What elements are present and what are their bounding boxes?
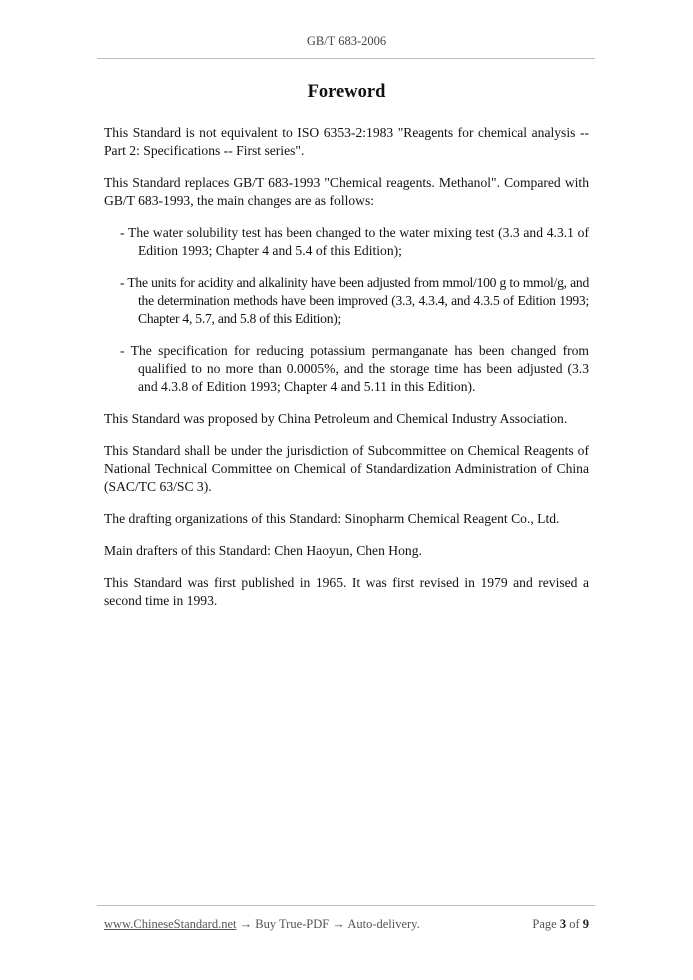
arrow-right-icon: → xyxy=(332,917,345,931)
page-total: 9 xyxy=(582,917,589,931)
page-number: 3 xyxy=(559,917,567,931)
page-indicator xyxy=(532,917,589,932)
paragraph-equivalence: This Standard is not equivalent to ISO 6353-2:1983 "Reagents for chemical analysis -- Part 2: Specifications -- First series". xyxy=(104,125,589,158)
change-item-acidity-alkalinity: - The units for acidity and alkalinity have been adjusted from mmol/100 g to mmol/g, and the determination methods have been improved (3.3, 4.3.4, and 4.3.5 of Edition 1993; Chapter 4, 5.7, and 5.8 of this Edition); xyxy=(120,275,589,326)
website-link[interactable]: www.ChineseStandard.net xyxy=(104,917,237,931)
change-item-permanganate: - The specification for reducing potassium permanganate has been changed from qualified to no more than 0.0005%, and the storage time has been adjusted (3.3 and 4.3.8 of Edition 1993; Chapter 4 and 5.11 in this Edition). xyxy=(120,343,589,394)
paragraph-publication-history: This Standard was first published in 1965. It was first revised in 1979 and revised a second time in 1993. xyxy=(104,575,589,608)
arrow-right-icon: → xyxy=(239,917,253,931)
buy-true-pdf-text: Buy True-PDF xyxy=(255,917,330,931)
paragraph-replacement: This Standard replaces GB/T 683-1993 "Chemical reagents. Methanol". Compared with GB/T 683-1993, the main changes are as follows: xyxy=(104,175,589,208)
changes-list xyxy=(104,224,589,396)
auto-delivery-text: Auto-delivery. xyxy=(347,917,420,931)
standard-code: GB/T 683-2006 xyxy=(306,34,387,48)
paragraph-drafters: Main drafters of this Standard: Chen Haoyun, Chen Hong. xyxy=(104,543,422,558)
paragraph-proposer: This Standard was proposed by China Petroleum and Chemical Industry Association. xyxy=(104,411,568,426)
of-label: of xyxy=(569,917,580,931)
footer-divider xyxy=(97,905,595,906)
paragraph-drafting-organizations: The drafting organizations of this Standard: Sinopharm Chemical Reagent Co., Ltd. xyxy=(104,511,560,526)
page-title: Foreword xyxy=(307,82,386,102)
page-label: Page xyxy=(532,917,557,931)
running-header xyxy=(0,34,693,49)
paragraph-jurisdiction: This Standard shall be under the jurisdiction of Subcommittee on Chemical Reagents of National Technical Committee on Chemical of Standardization Administration of China (SAC/TC 63/SC 3). xyxy=(104,443,589,494)
change-item-water-solubility: - The water solubility test has been changed to the water mixing test (3.3 and 4.3.1 of Edition 1993; Chapter 4 and 5.4 of this Edition); xyxy=(120,225,589,258)
header-divider xyxy=(97,58,595,59)
footer-promo xyxy=(104,917,420,932)
document-body xyxy=(104,124,589,624)
